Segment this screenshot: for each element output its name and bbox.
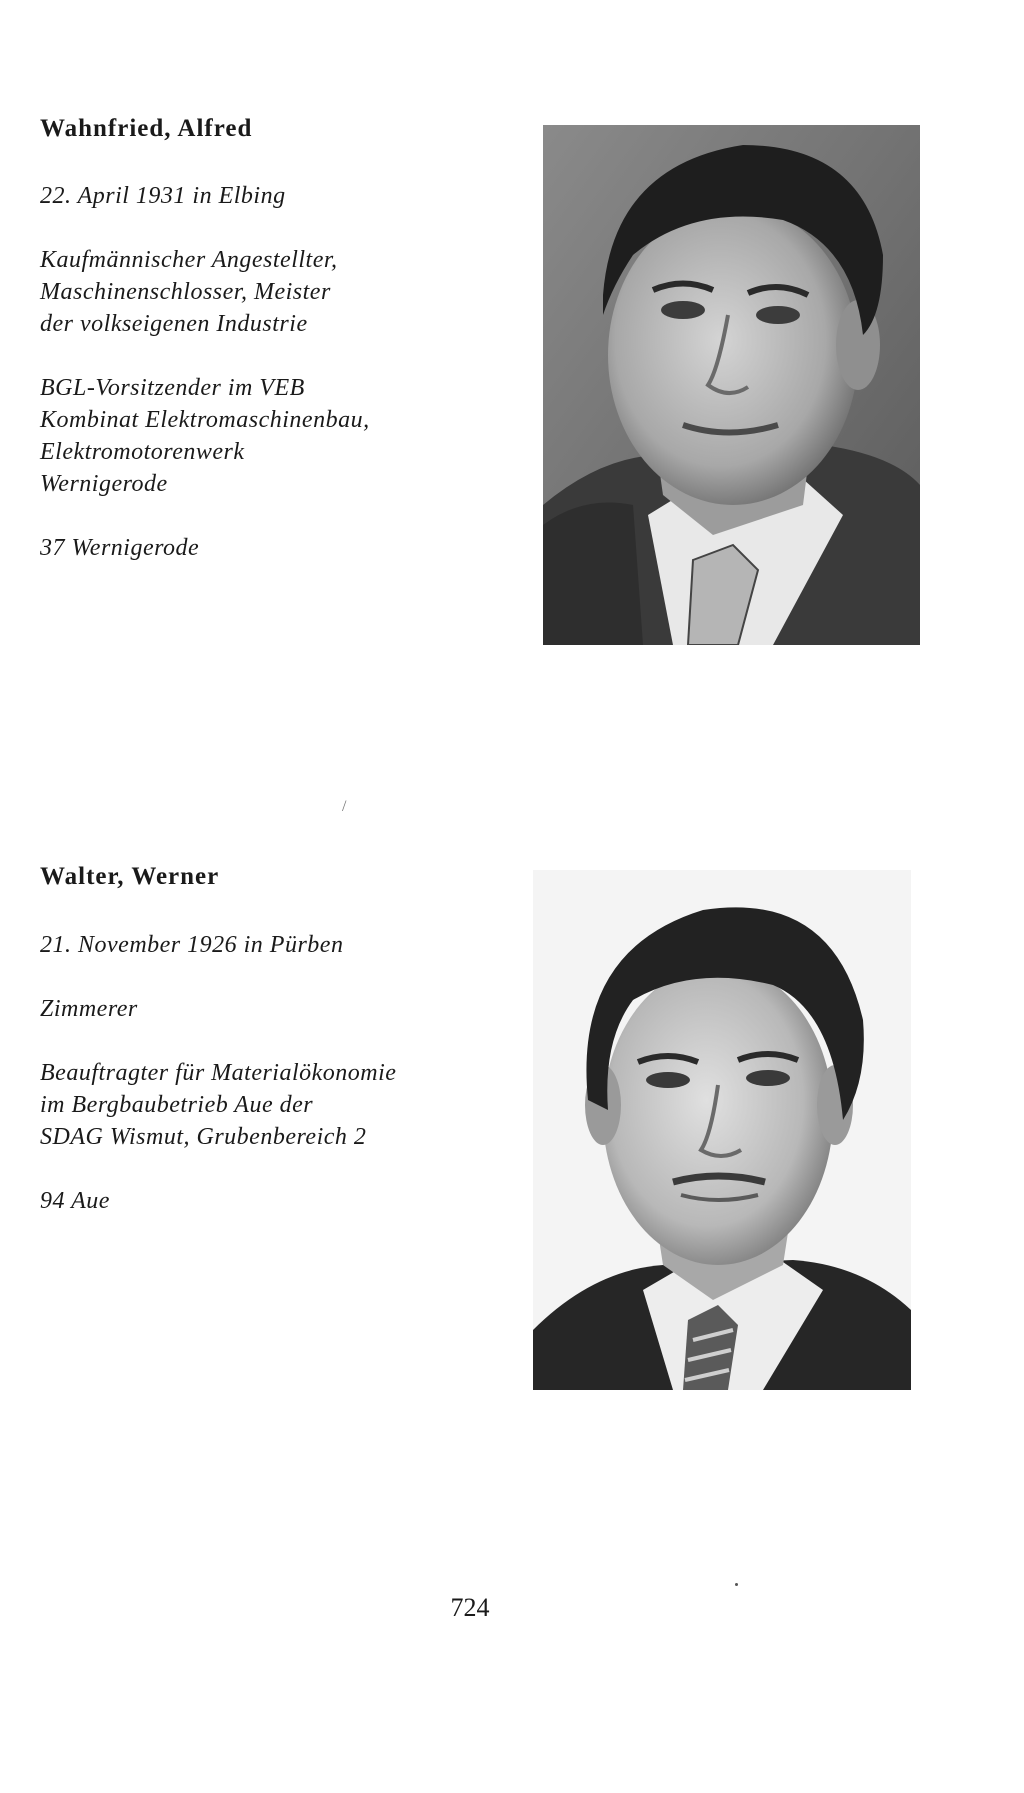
position-line: Beauftragter für Materialökonomie xyxy=(40,1060,397,1086)
position-line: Elektromotorenwerk xyxy=(40,439,245,465)
person-bio xyxy=(40,929,520,1249)
position-info xyxy=(40,372,520,500)
person-name: Walter, Werner xyxy=(40,863,220,890)
profession-line: Maschinenschlosser, Meister xyxy=(40,279,331,305)
position-line: im Bergbaubetrieb Aue der xyxy=(40,1092,314,1118)
position-line: SDAG Wismut, Grubenbereich 2 xyxy=(40,1124,367,1150)
page-number: 724 xyxy=(450,1593,490,1622)
portrait-photo xyxy=(543,125,920,645)
birth-info: 21. November 1926 in Pürben xyxy=(40,932,344,958)
profession-line: Zimmerer xyxy=(40,996,138,1022)
profession-line: Kaufmännischer Angestellter, xyxy=(40,247,338,273)
portrait-photo xyxy=(533,870,911,1390)
portrait-illustration xyxy=(543,125,920,645)
portrait-illustration xyxy=(533,870,911,1390)
person-bio xyxy=(40,180,520,596)
position-line: BGL-Vorsitzender im VEB xyxy=(40,375,305,401)
birth-info: 22. April 1931 in Elbing xyxy=(40,183,286,209)
profession-line: der volkseigenen Industrie xyxy=(40,311,308,337)
profession-info xyxy=(40,993,520,1025)
position-line: Kombinat Elektromaschinenbau, xyxy=(40,407,370,433)
position-info xyxy=(40,1057,520,1153)
residence-info: 94 Aue xyxy=(40,1188,110,1214)
entry-walter xyxy=(0,740,1024,1400)
stray-dot xyxy=(735,1583,738,1586)
position-line: Wernigerode xyxy=(40,471,168,497)
residence-info: 37 Wernigerode xyxy=(40,535,200,561)
person-name: Wahnfried, Alfred xyxy=(40,115,253,142)
profession-info xyxy=(40,244,520,340)
entry-wahnfried xyxy=(0,0,1024,660)
stray-mark: / xyxy=(342,798,347,815)
